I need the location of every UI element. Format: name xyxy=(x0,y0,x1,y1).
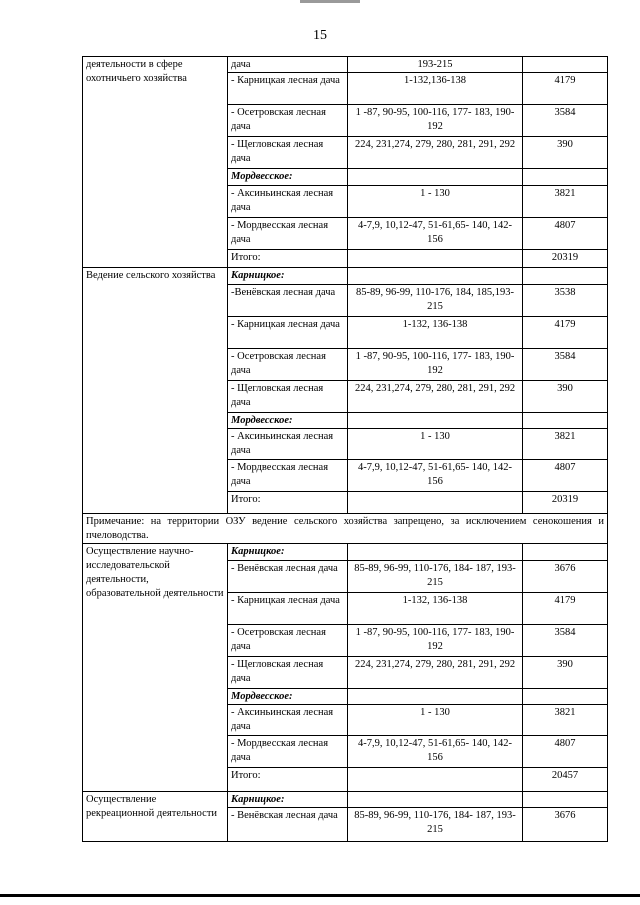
area-cell xyxy=(523,689,608,705)
area-cell: 3821 xyxy=(523,186,608,218)
quarters-cell: 1 -87, 90-95, 100-116, 177- 183, 190- 192 xyxy=(348,625,523,657)
district-row xyxy=(83,268,608,285)
area-cell: 3821 xyxy=(523,429,608,460)
forest-name: дача xyxy=(228,57,348,73)
forest-name: - Карницкая лесная дача xyxy=(228,317,348,349)
quarters-cell xyxy=(348,268,523,285)
quarters-cell xyxy=(348,169,523,186)
total-label: Итого: xyxy=(228,250,348,268)
quarters-cell: 224, 231,274, 279, 280, 281, 291, 292 xyxy=(348,657,523,689)
area-cell xyxy=(523,169,608,186)
area-cell: 4807 xyxy=(523,736,608,768)
table-body xyxy=(83,57,608,842)
quarters-cell xyxy=(348,792,523,808)
quarters-cell: 193-215 xyxy=(348,57,523,73)
area-cell xyxy=(523,57,608,73)
area-cell: 3676 xyxy=(523,808,608,842)
forest-name: - Щегловская лесная дача xyxy=(228,381,348,413)
quarters-cell: 85-89, 96-99, 110-176, 184, 185,193-215 xyxy=(348,285,523,317)
total-label: Итого: xyxy=(228,492,348,514)
district-name: Карницкое: xyxy=(228,268,348,285)
page-number: 15 xyxy=(313,28,327,43)
quarters-cell: 4-7,9, 10,12-47, 51-61,65- 140, 142-156 xyxy=(348,460,523,492)
quarters-cell: 1 - 130 xyxy=(348,705,523,736)
forest-name: - Щегловская лесная дача xyxy=(228,137,348,169)
forest-name: - Мордвесская лесная дача xyxy=(228,736,348,768)
area-cell: 3676 xyxy=(523,561,608,593)
area-cell: 3584 xyxy=(523,625,608,657)
quarters-cell xyxy=(348,492,523,514)
quarters-cell xyxy=(348,250,523,268)
forest-name: - Аксиньинская лесная дача xyxy=(228,186,348,218)
activity-cell: Осуществление научно-исследовательской деятельности, образовательной деятельности xyxy=(83,544,228,792)
scan-bottom-edge xyxy=(0,894,640,897)
area-cell: 3584 xyxy=(523,105,608,137)
total-label: Итого: xyxy=(228,768,348,792)
area-cell: 4179 xyxy=(523,593,608,625)
area-cell: 4179 xyxy=(523,73,608,105)
area-cell: 4807 xyxy=(523,460,608,492)
activity-cell: деятельности в сфере охотничьего хозяйства xyxy=(83,57,228,268)
district-name: Мордвесское: xyxy=(228,413,348,429)
quarters-cell: 1 -87, 90-95, 100-116, 177- 183, 190- 192 xyxy=(348,349,523,381)
quarters-cell: 1-132, 136-138 xyxy=(348,593,523,625)
quarters-cell: 85-89, 96-99, 110-176, 184- 187, 193-215 xyxy=(348,808,523,842)
area-cell: 4179 xyxy=(523,317,608,349)
forest-name: - Мордвесская лесная дача xyxy=(228,460,348,492)
area-cell: 390 xyxy=(523,381,608,413)
quarters-cell: 4-7,9, 10,12-47, 51-61,65- 140, 142-156 xyxy=(348,218,523,250)
quarters-cell: 1 - 130 xyxy=(348,429,523,460)
quarters-cell: 1 - 130 xyxy=(348,186,523,218)
quarters-cell xyxy=(348,689,523,705)
quarters-cell: 1-132,136-138 xyxy=(348,73,523,105)
quarters-cell: 85-89, 96-99, 110-176, 184- 187, 193-215 xyxy=(348,561,523,593)
forest-name: - Венёвская лесная дача xyxy=(228,808,348,842)
forest-name: - Осетровская лесная дача xyxy=(228,349,348,381)
forest-name: - Осетровская лесная дача xyxy=(228,625,348,657)
forest-name: - Аксиньинская лесная дача xyxy=(228,429,348,460)
table-row xyxy=(83,57,608,73)
scan-top-mark xyxy=(300,0,360,3)
total-value: 20457 xyxy=(523,768,608,792)
total-value: 20319 xyxy=(523,250,608,268)
district-name: Карницкое: xyxy=(228,544,348,561)
forest-name: - Карницкая лесная дача xyxy=(228,73,348,105)
forest-name: - Щегловская лесная дача xyxy=(228,657,348,689)
area-cell: 3584 xyxy=(523,349,608,381)
area-cell: 3821 xyxy=(523,705,608,736)
area-cell: 390 xyxy=(523,137,608,169)
forest-name: -Венёвская лесная дача xyxy=(228,285,348,317)
forest-name: - Венёвская лесная дача xyxy=(228,561,348,593)
activity-cell: Осуществление рекреационной деятельности xyxy=(83,792,228,842)
quarters-cell: 4-7,9, 10,12-47, 51-61,65- 140, 142-156 xyxy=(348,736,523,768)
forest-name: - Осетровская лесная дача xyxy=(228,105,348,137)
area-cell xyxy=(523,544,608,561)
area-cell: 390 xyxy=(523,657,608,689)
district-name: Карницкое: xyxy=(228,792,348,808)
area-cell xyxy=(523,413,608,429)
area-cell: 3538 xyxy=(523,285,608,317)
quarters-cell: 1-132, 136-138 xyxy=(348,317,523,349)
total-value: 20319 xyxy=(523,492,608,514)
forest-name: - Карницкая лесная дача xyxy=(228,593,348,625)
area-cell: 4807 xyxy=(523,218,608,250)
activity-cell: Ведение сельского хозяйства xyxy=(83,268,228,514)
quarters-cell xyxy=(348,413,523,429)
quarters-cell xyxy=(348,768,523,792)
note-row xyxy=(83,514,608,544)
quarters-cell xyxy=(348,544,523,561)
forest-name: - Мордвесская лесная дача xyxy=(228,218,348,250)
area-cell xyxy=(523,792,608,808)
forest-name: - Аксиньинская лесная дача xyxy=(228,705,348,736)
zones-table xyxy=(82,56,608,842)
quarters-cell: 224, 231,274, 279, 280, 281, 291, 292 xyxy=(348,381,523,413)
quarters-cell: 1 -87, 90-95, 100-116, 177- 183, 190- 192 xyxy=(348,105,523,137)
district-row xyxy=(83,544,608,561)
area-cell xyxy=(523,268,608,285)
district-name: Мордвесское: xyxy=(228,689,348,705)
quarters-cell: 224, 231,274, 279, 280, 281, 291, 292 xyxy=(348,137,523,169)
district-name: Мордвесское: xyxy=(228,169,348,186)
district-row xyxy=(83,792,608,808)
note-text: Примечание: на территории ОЗУ ведение сельского хозяйства запрещено, за исключением сенокошения и пчеловодства. xyxy=(83,514,608,544)
